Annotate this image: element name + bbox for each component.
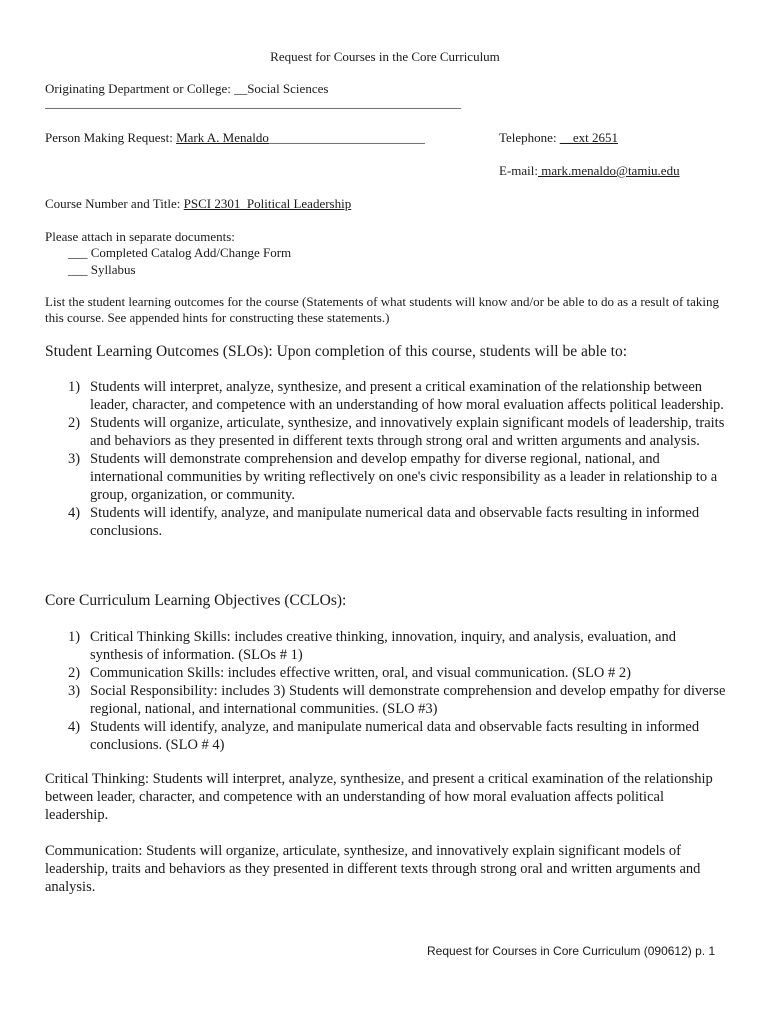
person-blank: ________________________ <box>268 130 425 145</box>
document-title: Request for Courses in the Core Curriculum <box>270 49 500 64</box>
slo-number: 1) <box>68 379 81 395</box>
cclo-item <box>68 682 728 718</box>
communication-paragraph: Communication: Students will organize, articulate, synthesize, and innovatively explain significant models of leadership, traits and behaviors as they presented in different texts through strong oral and written arguments and analysis. <box>45 843 701 895</box>
slo-text: Students will interpret, analyze, synthesize, and present a critical examination of the relationship between leader, character, and competence with an understanding of how moral evaluation affects political leadership. <box>90 379 724 413</box>
critical-thinking-paragraph: Critical Thinking: Students will interpret, analyze, synthesize, and present a critical examination of the relationship between leader, character, and competence with an understanding of how moral evaluation affects political leadership. <box>45 771 713 823</box>
slo-item <box>68 378 728 414</box>
cclo-text: Critical Thinking Skills: includes creative thinking, innovation, inquiry, and analysis, evaluation, and synthesis of information. (SLOs # 1) <box>90 629 676 663</box>
slo-text: Students will demonstrate comprehension and develop empathy for diverse regional, national, and international communities by writing reflectively on one's civic responsibility as a leader in relationship to a group, organization, or community. <box>90 451 718 503</box>
attach-item-catalog: ___ Completed Catalog Add/Change Form <box>68 245 292 260</box>
cclo-number: 4) <box>68 719 81 735</box>
telephone-row <box>499 130 618 146</box>
course-label: Course Number and Title: <box>45 196 184 211</box>
cclo-number: 3) <box>68 683 81 699</box>
separator-line: ________________________________________________________________ <box>45 95 461 110</box>
email-row <box>499 163 680 179</box>
slo-heading: Student Learning Outcomes (SLOs): Upon completion of this course, students will be able to: <box>45 343 628 360</box>
cclo-text: Students will identify, analyze, and manipulate numerical data and observable facts resulting in informed conclusions. (SLO # 4) <box>90 719 700 753</box>
telephone-value: __ext 2651 <box>559 130 618 145</box>
course-value: PSCI 2301_Political Leadership <box>183 196 352 211</box>
originating-department-value: __Social Sciences <box>234 81 329 96</box>
cclo-number: 2) <box>68 665 81 681</box>
slo-list <box>68 378 728 540</box>
cclo-number: 1) <box>68 629 81 645</box>
person-value: Mark A. Menaldo <box>176 130 269 145</box>
cclo-list <box>68 628 728 754</box>
person-making-request-row <box>45 130 425 146</box>
instructions-paragraph: List the student learning outcomes for the course (Statements of what students will know and/or be able to do as a result of taking this course. See appended hints for constructing these statements.) <box>45 294 720 325</box>
cclo-item <box>68 664 728 682</box>
person-label: Person Making Request: <box>45 130 177 145</box>
slo-text: Students will identify, analyze, and manipulate numerical data and observable facts resulting in informed conclusions. <box>90 505 700 539</box>
slo-item <box>68 450 728 504</box>
cclo-text: Social Responsibility: includes 3) Students will demonstrate comprehension and develop empathy for diverse regional, national, and international communities. (SLO #3) <box>90 683 726 717</box>
email-label: E-mail: <box>499 163 538 178</box>
cclo-text: Communication Skills: includes effective written, oral, and visual communication. (SLO # 2) <box>90 665 631 681</box>
attach-item-syllabus: ___ Syllabus <box>68 262 136 277</box>
slo-item <box>68 414 728 450</box>
telephone-label: Telephone: <box>499 130 560 145</box>
cclo-item <box>68 628 728 664</box>
course-row <box>45 196 351 212</box>
slo-text: Students will organize, articulate, synthesize, and innovatively explain significant models of leadership, traits and behaviors as they presented in different texts through strong oral and written arguments and analysis. <box>90 415 725 449</box>
page-footer: Request for Courses in Core Curriculum (090612) p. 1 <box>427 944 716 958</box>
originating-department-label: Originating Department or College: <box>45 81 235 96</box>
slo-number: 2) <box>68 415 81 431</box>
slo-number: 4) <box>68 505 81 521</box>
slo-number: 3) <box>68 451 81 467</box>
slo-item <box>68 504 728 540</box>
cclo-item <box>68 718 728 754</box>
cclo-heading: Core Curriculum Learning Objectives (CCLOs): <box>45 592 347 609</box>
email-value: mark.menaldo@tamiu.edu <box>538 163 680 178</box>
attach-heading: Please attach in separate documents: <box>45 229 235 244</box>
